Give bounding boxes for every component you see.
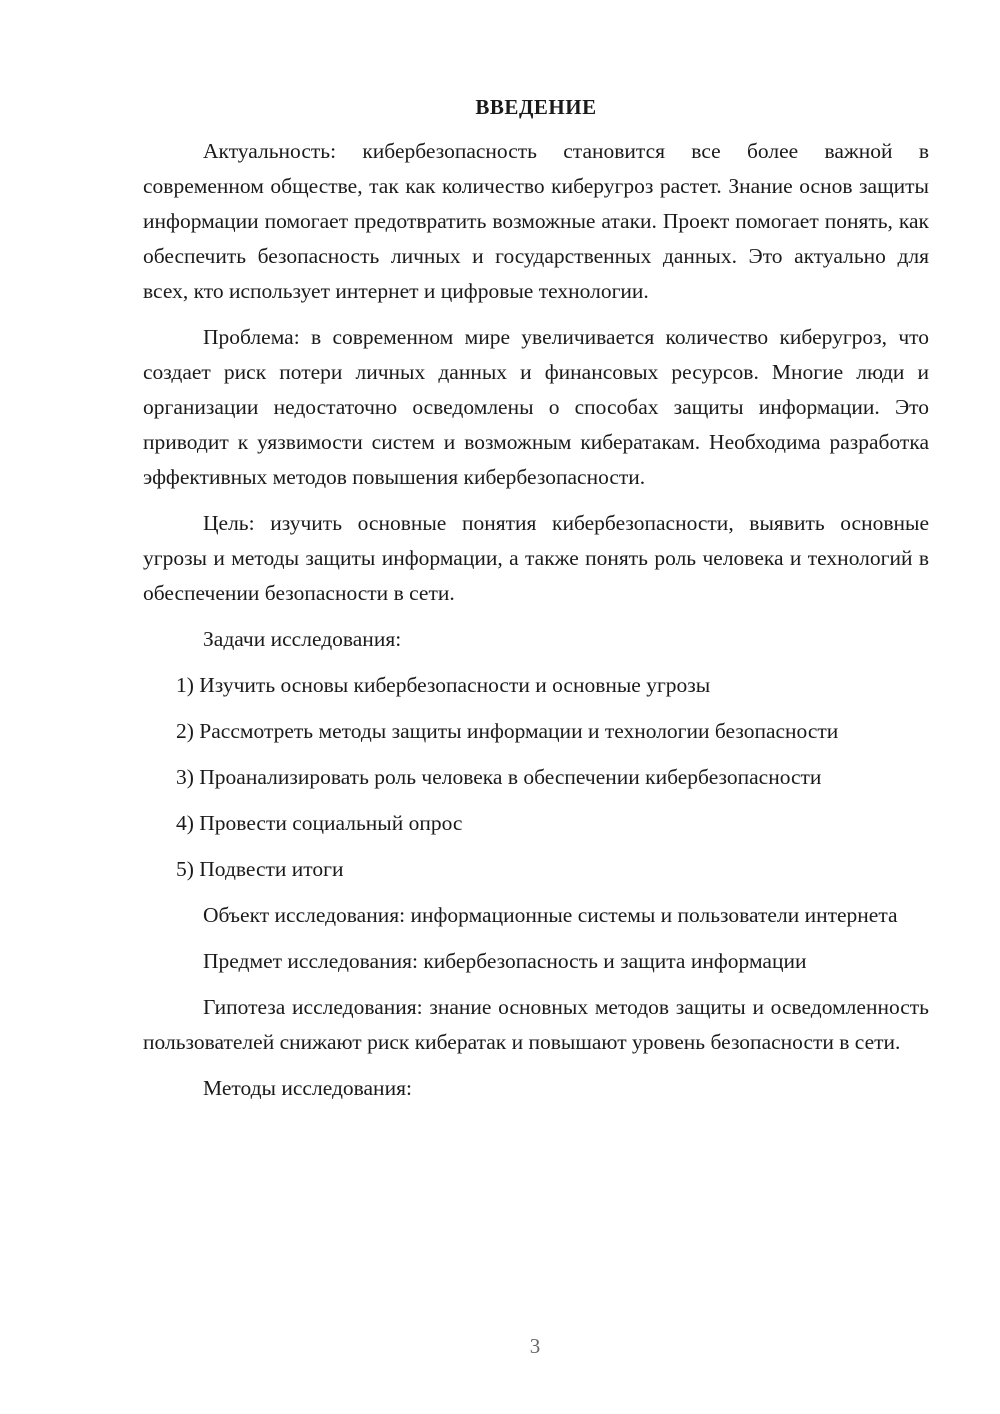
- document-page: [143, 95, 929, 1117]
- task-item-4: 4) Провести социальный опрос: [176, 811, 463, 835]
- subject-paragraph: Предмет исследования: кибербезопасность и защита информации: [203, 949, 807, 973]
- tasks-heading: Задачи исследования:: [203, 627, 402, 651]
- goal-paragraph: Цель: изучить основные понятия кибербезопасности, выявить основные угрозы и методы защиты информации, а также понять роль человека и технологий в обеспечении безопасности в сети.: [143, 511, 929, 605]
- task-item-1: 1) Изучить основы кибербезопасности и основные угрозы: [176, 673, 711, 697]
- task-item-5: 5) Подвести итоги: [176, 857, 344, 881]
- problem-paragraph: Проблема: в современном мире увеличивается количество киберугроз, что создает риск потери личных данных и финансовых ресурсов. Многие люди и организации недостаточно осведомлены о способах защиты информации. Это приводит к уязвимости систем и возможным кибератакам. Необходима разработка эффективных методов повышения кибербезопасности.: [143, 325, 929, 489]
- relevance-paragraph: Актуальность: кибербезопасность становится все более важной в современном обществе, так как количество киберугроз растет. Знание основ защиты информации помогает предотвратить возможные атаки. Проект помогает понять, как обеспечить безопасность личных и государственных данных. Это актуально для всех, кто использует интернет и цифровые технологии.: [143, 139, 929, 303]
- page-number: 3: [529, 1334, 541, 1358]
- object-paragraph: Объект исследования: информационные системы и пользователи интернета: [203, 903, 898, 927]
- hypothesis-paragraph: Гипотеза исследования: знание основных методов защиты и осведомленность пользователей снижают риск кибератак и повышают уровень безопасности в сети.: [143, 995, 929, 1054]
- methods-heading: Методы исследования:: [203, 1076, 412, 1100]
- section-title: ВВЕДЕНИЕ: [475, 95, 597, 119]
- task-item-3: 3) Проанализировать роль человека в обеспечении кибербезопасности: [176, 765, 822, 789]
- task-item-2: 2) Рассмотреть методы защиты информации и технологии безопасности: [176, 719, 839, 743]
